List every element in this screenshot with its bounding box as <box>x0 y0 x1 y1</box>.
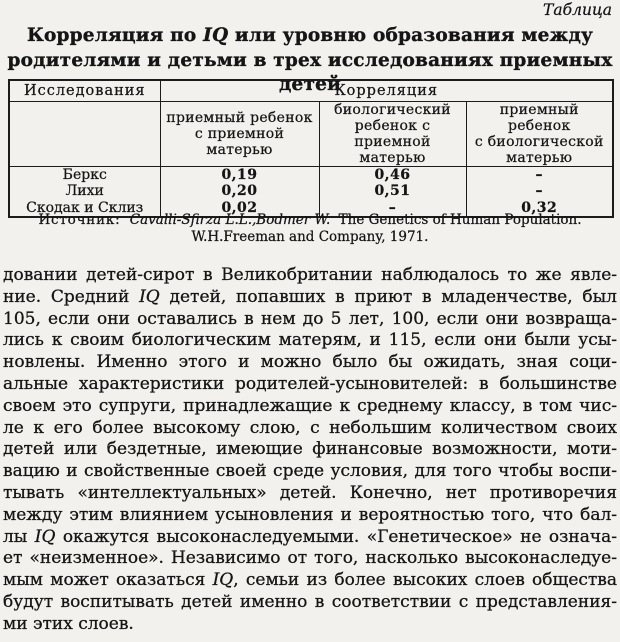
subheader-line: ребенок с <box>354 118 431 134</box>
subheader-line: приемный ребенок <box>499 102 579 134</box>
header-correlation-group: Корреляция <box>160 80 613 102</box>
correlation-value: 0,20 <box>221 183 258 200</box>
source-label: Источник: <box>38 212 121 228</box>
body-line: ет «неизменное». Независимо от того, насколько высоконаследуе- <box>3 548 617 569</box>
subheader-line: матерью <box>506 150 573 166</box>
body-line: детей или бездетные, имеющие финансовые возможности, моти- <box>3 439 617 460</box>
table-corner-label: Таблица <box>543 1 612 19</box>
table-title-line1: Корреляция по IQ или уровню образования между <box>26 25 594 46</box>
subheader-adopted-with-adoptive-mother <box>160 102 319 167</box>
body-line: будут воспитывать детей именно в соответствии с представления- <box>3 591 617 612</box>
body-line: тывать «интеллектуальных» детей. Конечно, нет противоречия <box>3 482 617 503</box>
subheader-line: с биологической <box>474 134 604 150</box>
study-names-cell <box>9 167 160 218</box>
correlation-table <box>8 79 614 218</box>
source-book-title: The Genetics of Human Population. <box>338 212 582 228</box>
body-line: вацию и свойственные своей среде условия, для того чтобы воспи- <box>3 461 617 482</box>
subheader-adopted-with-biological-mother <box>466 102 613 167</box>
body-line: ние. Средний IQ детей, попавших в приют в младенчестве, был <box>3 286 617 307</box>
correlation-value: – <box>535 183 543 200</box>
study-name: Лихи <box>65 183 104 200</box>
correlation-value: – <box>535 167 543 184</box>
header-studies: Исследования <box>9 80 160 102</box>
correlation-value: 0,02 <box>221 199 258 216</box>
body-line: ми этих слоев. <box>3 613 134 634</box>
correlation-value: – <box>388 199 397 216</box>
source-publisher-line: W.H.Freeman and Company, 1971. <box>191 229 429 245</box>
header-empty-cell <box>9 102 160 167</box>
body-line: 105, если они оставались в нем до 5 лет, 100, если они возвраща- <box>3 308 617 329</box>
body-line: ле к его более высокому слою, с небольшим количеством своих <box>3 417 617 438</box>
correlation-value: 0,51 <box>374 183 411 200</box>
subheader-line: матерью <box>206 142 273 158</box>
table-title-line2: родителями и детьми в трех исследованиях приемных детей <box>7 49 613 95</box>
subheader-line: биологический <box>334 102 451 118</box>
correlation-value: 0,19 <box>221 167 258 184</box>
values-adopted-biological-cell <box>466 167 613 218</box>
source-authors: Cavalli-Sfirza L.L.,Bodmer W. <box>129 212 331 228</box>
subheader-line: приемной матерью <box>354 134 431 166</box>
body-text <box>3 265 617 636</box>
body-line: между этим влиянием усыновления и вероятностью того, что бал- <box>3 504 617 525</box>
source-citation <box>0 212 620 246</box>
study-name: Беркс <box>62 167 107 184</box>
body-line: лись к своим биологическим матерям, и 115, если они были усы- <box>3 330 617 351</box>
correlation-value: 0,32 <box>521 199 558 216</box>
subheader-line: приемный ребенок <box>166 110 313 126</box>
body-line: лы IQ окажутся высоконаследуемыми. «Генетическое» не означа- <box>3 526 617 547</box>
body-line: своем это супруги, принадлежащие к среднему классу, в том чис- <box>3 395 617 416</box>
values-biological-adoptive-cell <box>319 167 466 218</box>
subheader-biological-with-adoptive-mother <box>319 102 466 167</box>
subheader-line: с приемной <box>194 126 285 142</box>
values-adopted-adoptive-cell <box>160 167 319 218</box>
body-line: довании детей-сирот в Великобритании наблюдалось то же явле- <box>3 265 617 285</box>
source-line1 <box>0 212 620 229</box>
correlation-value: 0,46 <box>374 167 411 184</box>
body-line: альные характеристики родителей-усыновителей: в большинстве <box>3 373 617 394</box>
body-line: мым может оказаться IQ, семьи из более высоких слоев общества <box>3 570 617 591</box>
body-line: новлены. Именно этого и можно было бы ожидать, зная соци- <box>3 352 617 373</box>
study-name: Скодак и Склиз <box>26 199 144 216</box>
